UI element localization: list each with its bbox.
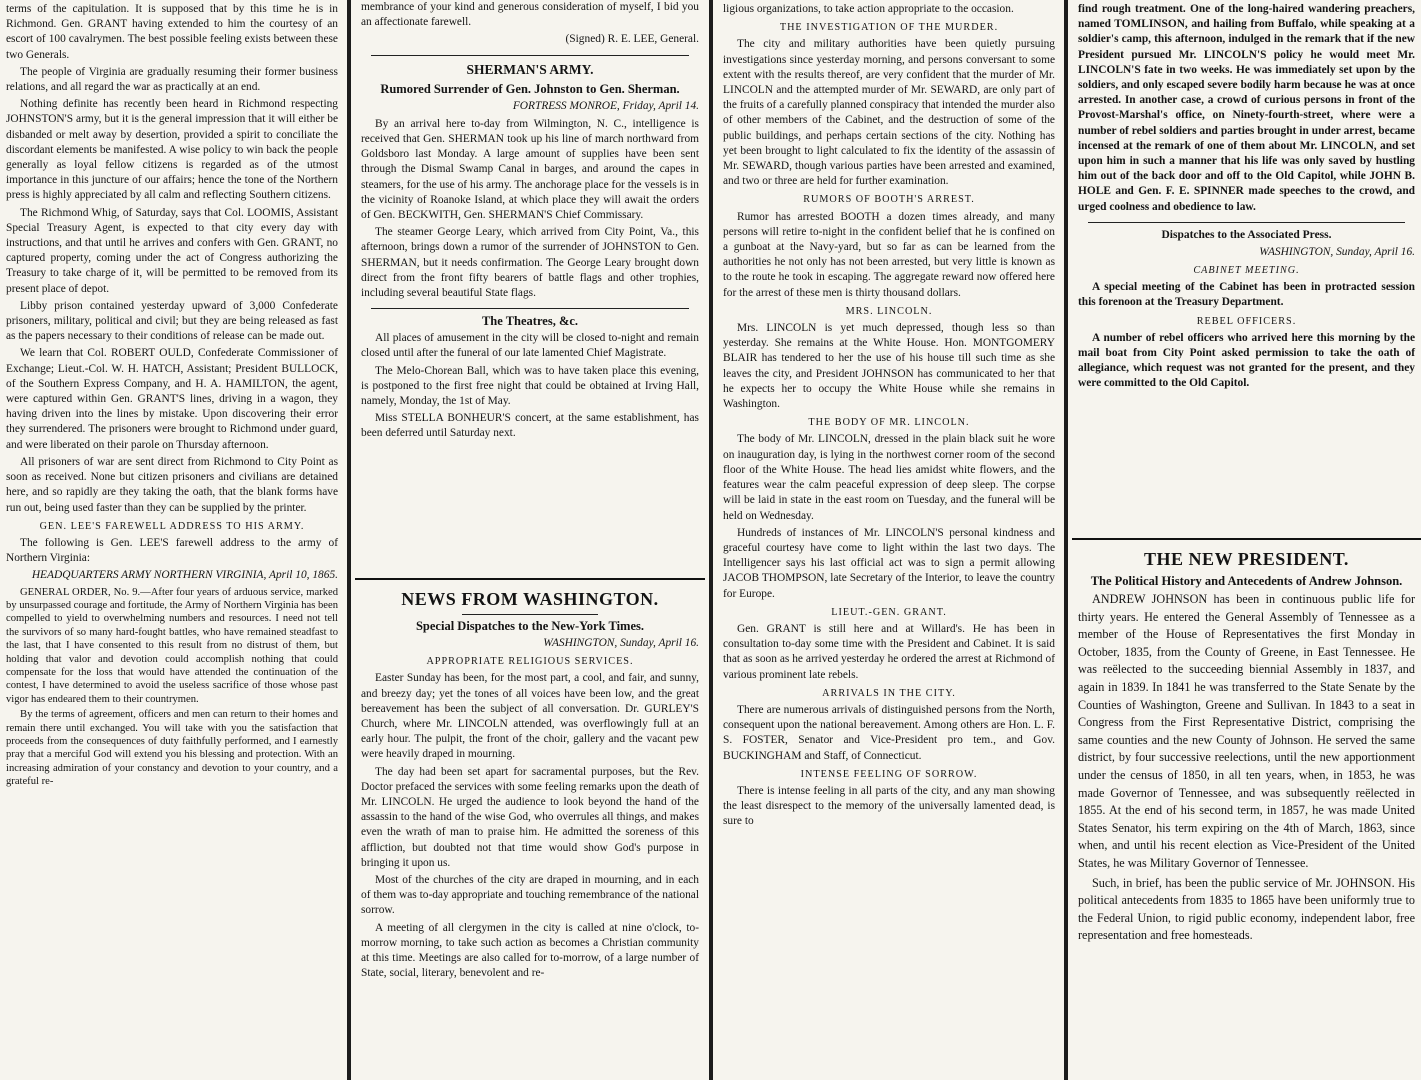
divider bbox=[371, 55, 689, 56]
col1-paragraph: We learn that Col. ROBERT OULD, Confederate Commissioner of Exchange; Lieut.-Col. W. H. HATCH, Assistant; President BULLOCK, of the Southern Express Company, and H. A. HAMILTON, the agent, were captured within Gen. GRANT'S lines, driving in a wagon, they having driven into the lines by mistake. Upon discovering their error they surrendered. The prisoners were brought to Richmond under guard, and were liberated on their parole on Thursday afternoon. bbox=[6, 347, 338, 451]
col3-paragraph: ligious organizations, to take action appropriate to the occasion. bbox=[723, 3, 1014, 15]
new-president-subtitle: The Political History and Antecedents of Andrew Johnson. bbox=[1090, 574, 1403, 588]
theatres-paragraph: The Melo-Chorean Ball, which was to have taken place this evening, is postponed to the first free night that could be obtained at Irving Hall, namely, Monday, the 1st of May. bbox=[361, 364, 699, 408]
divider bbox=[462, 614, 597, 615]
column-rule bbox=[1064, 0, 1068, 1080]
sherman-army-subtitle: Rumored Surrender of Gen. Johnston to Gen. Sherman. bbox=[380, 81, 680, 96]
new-president-section bbox=[1072, 538, 1421, 1080]
col4-paragraph: A number of rebel officers who arrived here this morning by the mail boat from City Point asked permission to take the oath of allegiance, which request was not granted for the present, and they were committed to the Old Capitol. bbox=[1078, 331, 1415, 390]
news-washington-title: NEWS FROM WASHINGTON. bbox=[401, 589, 659, 609]
col4-paragraph: Such, in brief, has been the public service of Mr. JOHNSON. His political antecedents from 1835 to 1865 have been uniformly true to the Federal Union, to rigid public economy, independent labor, free representation and free homesteads. bbox=[1078, 875, 1415, 943]
news-washington-dateline: WASHINGTON, Sunday, April 16. bbox=[543, 637, 699, 649]
theatres-title: The Theatres, &c. bbox=[481, 314, 579, 329]
col3-paragraph: Hundreds of instances of Mr. LINCOLN'S personal kindness and graceful courtesy have come to light within the last two days. The Intelligencer says his last official act was to sign a permit allowing JACOB THOMPSON, late Secretary of the Interior, to leave the country for Europe. bbox=[723, 526, 1055, 600]
divider bbox=[1088, 222, 1405, 223]
col3-paragraph: Mrs. LINCOLN is yet much depressed, though less so than yesterday. She remains at the White House. Hon. MONTGOMERY BLAIR has tendered to her the use of his house till such time as she leaves the city, and President JOHNSON has communicated to her that he expects her to occupy the White House while she remains in Washington. bbox=[723, 322, 1055, 411]
column-4 bbox=[1072, 0, 1421, 1080]
col3-paragraph: There are numerous arrivals of distinguished persons from the North, consequent upon the national bereavement. Among others are Hon. L. F. S. FOSTER, Senator and Vice-President pro tem., and Gov. BUCKINGHAM and Staff, of Connecticut. bbox=[723, 703, 1055, 762]
col1-paragraph: Nothing definite has recently been heard in Richmond respecting JOHNSTON'S army, but it is the general impression that it will either be disbanded or melt away by desertion, provided a spirit to conciliate the discordant elements be manifested. A wise policy to win back the people generally as loyal fellow citizens is regarded as of the utmost importance in this juncture of our affairs; hence the tone of the Northern press is highly appreciated by all calm and reflecting Southern citizens. bbox=[6, 98, 338, 202]
news-from-washington-section bbox=[355, 578, 705, 1080]
religious-services-heading: APPROPRIATE RELIGIOUS SERVICES. bbox=[426, 656, 634, 668]
news-paragraph: Easter Sunday has been, for the most part, a cool, and fair, and sunny, and breezy day; yet the tones of all voices have been low, and the great bereavement has been the subject of all conversation. Dr. GURLEY'S Church, where Mr. LINCOLN attended, was overflowingly full at an early hour. The pulpit, the front of the choir, gallery and the vacant pew were heavily draped in mourning. bbox=[361, 672, 699, 761]
col2-top-section bbox=[355, 0, 705, 578]
sherman-paragraph: The steamer George Leary, which arrived from City Point, Va., this afternoon, brings down a rumor of the surrender of JOHNSTON to Gen. SHERMAN, but it needs confirmation. The George Leary brought down direct from the front fifty bearers of battle flags and other trophies, including several beautiful State flags. bbox=[361, 226, 699, 300]
col3-paragraph: Rumor has arrested BOOTH a dozen times already, and many persons will retire to-night in the confident belief that he is confined on a gunboat at the Navy-yard, but so far as can be learned from the authorities he not only has not been arrested, but very little is known as to the route he took in escaping. The aggregate reward now offered here for the arrest of these men is thirty thousand dollars. bbox=[723, 210, 1055, 299]
booth-arrest-heading: RUMORS OF BOOTH'S ARREST. bbox=[803, 194, 975, 206]
sherman-dateline: FORTRESS MONROE, Friday, April 14. bbox=[512, 99, 699, 112]
cabinet-meeting-heading: CABINET MEETING. bbox=[1193, 265, 1300, 277]
column-3 bbox=[717, 0, 1061, 1080]
column-rule bbox=[347, 0, 351, 1080]
col1-paragraph: All prisoners of war are sent direct from Richmond to City Point as soon as received. None but citizen prisoners and civilians are detained here, and so rapidly are they taking the oath, that the blank forms have run out, being used faster than they can be supplied by the printer. bbox=[6, 455, 338, 514]
divider bbox=[371, 308, 689, 309]
lee-address-heading: GEN. LEE'S FAREWELL ADDRESS TO HIS ARMY. bbox=[39, 520, 305, 532]
col3-paragraph: There is intense feeling in all parts of the city, and any man showing the least disrespect to the memory of the universally lamented dead, is sure to bbox=[723, 784, 1055, 828]
news-paragraph: A meeting of all clergymen in the city is called at nine o'clock, to-morrow morning, to take such action as becomes a Christian community at this time. Meetings are also called for to-morrow, of a large number of State, social, literary, benevolent and re- bbox=[361, 921, 699, 980]
col4-paragraph: find rough treatment. One of the long-haired wandering preachers, named TOMLINSON, and hailing from Buffalo, while speaking at a soldier's camp, this afternoon, indulged in the remark that if the new President pursued Mr. LINCOLN'S policy he would meet Mr. LINCOLN'S fate in two weeks. He was immediately set upon by the soldiers, and only escaped severe bodily harm because he was at once arrested. In another case, a crowd of curious persons in front of the Provost-Marshal's office, on Ninety-fourth-street, where were a number of rebel soldiers and parties brought in under arrest, became incensed at the remark of one of them about Mr. LINCOLN, and set upon him in such a manner that his life was only saved by hustling him out of the back door and off to the Old Capitol, while JOHN B. HOLE and Gen. F. E. SPINNER made speeches to the crowd, and urged coolness and obedience to law. bbox=[1078, 3, 1415, 213]
associated-press-title: Dispatches to the Associated Press. bbox=[1161, 228, 1332, 241]
col4-paragraph: A special meeting of the Cabinet has been in protracted session this forenoon at the Treasury Department. bbox=[1078, 281, 1415, 309]
column-rule bbox=[709, 0, 713, 1080]
news-washington-subtitle: Special Dispatches to the New-York Times. bbox=[415, 619, 644, 633]
col4-top-section bbox=[1072, 0, 1421, 538]
news-paragraph: Most of the churches of the city are draped in mourning, and in each of them was to-day appropriate and touching remembrance of the national sorrow. bbox=[361, 874, 699, 917]
lee-general-order: GENERAL ORDER, No. 9.—After four years of arduous service, marked by unsurpassed courage and fortitude, the Army of Northern Virginia has been compelled to yield to overwhelming numbers and resources. I need not tell the survivors of so many hard-fought battles, who have remained steadfast to the last, that I have consented to this result from no distrust of them, but holding that valor and devotion could accomplish nothing that could compensate for the loss that would have attended the continuation of the contest, I have determined to avoid the useless sacrifice of those whose past vigor has endeared them to their countrymen. bbox=[6, 586, 339, 705]
sherman-paragraph: By an arrival here to-day from Wilmington, N. C., intelligence is received that Gen. SHERMAN took up his line of march northward from Goldsboro last Monday. A large amount of supplies have been sent through the Dismal Swamp Canal in barges, and around the capes in steamers, for the use of his army. The anchorage place for the vessels is in the vicinity of Roanoke Island, at which place they will await the orders of Gen. BECKWITH, Gen. SHERMAN'S Chief Commissary. bbox=[361, 117, 699, 222]
rebel-officers-heading: REBEL OFFICERS. bbox=[1196, 315, 1297, 327]
mrs-lincoln-heading: MRS. LINCOLN. bbox=[845, 305, 933, 317]
theatres-paragraph: All places of amusement in the city will be closed to-night and remain closed until after the funeral of our late lamented Chief Magistrate. bbox=[361, 332, 699, 360]
arrivals-heading: ARRIVALS IN THE CITY. bbox=[822, 687, 956, 699]
lee-general-order-cont: By the terms of agreement, officers and men can return to their homes and remain there until exchanged. You will take with you the satisfaction that proceeds from the consequences of duty faithfully performed, and I earnestly pray that a merciful God will extend you his blessing and protection. With an increasing admiration of your constancy and devotion to your country, and a grateful re- bbox=[6, 709, 338, 788]
lee-address-end: membrance of your kind and generous consideration of myself, I bid you an affectionate farewell. bbox=[361, 1, 699, 29]
body-of-lincoln-heading: THE BODY OF MR. LINCOLN. bbox=[808, 417, 970, 429]
lee-signature: (Signed) R. E. LEE, General. bbox=[565, 33, 699, 46]
lee-headquarters-line: HEADQUARTERS ARMY NORTHERN VIRGINIA, April 10, 1865. bbox=[31, 569, 338, 582]
col4-paragraph: ANDREW JOHNSON has been in continuous public life for thirty years. He entered the General Assembly of Tennessee as a member of the House of Representatives the first Monday in October, 1835, from the County of Greene, in East Tennessee. He was reëlected to the succeeding biennial Assembly in 1837, and again in 1839. In 1841 he was transferred to the State Senate by the Counties of Washington, Greene and Sullivan. In 1843 to a seat in Congress from the First Representative District, comprising the same counties and the new County of Johnson. He served the same district, by four successive reelections, until the new apportionment under the census of 1850, in all ten years, when, in 1853, he was made Governor of Tennessee, and was subsequently reëlected in 1855. At the end of his second term, in 1857, he was made United States Senator, his term expiring on the 4th of March, 1863, since when, and until his recent election as Vice-President of the United States, he was Military Governor of Tennessee. bbox=[1078, 592, 1415, 870]
associated-press-dateline: WASHINGTON, Sunday, April 16. bbox=[1259, 245, 1415, 258]
col3-paragraph: Gen. GRANT is still here and at Willard's. He has been in consultation to-day some time with the President and Cabinet. It is said that as soon as he arrived yesterday he ordered the arrest at Richmond of various prominent late rebels. bbox=[723, 622, 1055, 681]
sorrow-heading: INTENSE FEELING OF SORROW. bbox=[800, 768, 978, 780]
col1-paragraph: The people of Virginia are gradually resuming their former business relations, and all regard the war as practically at an end. bbox=[6, 65, 338, 94]
lee-address-intro: The following is Gen. LEE'S farewell address to the army of Northern Virginia: bbox=[6, 536, 338, 565]
col1-paragraph: terms of the capitulation. It is supposed that by this time he is in Richmond. Gen. GRANT having extended to him the courtesy of an escort of 100 cavalrymen. The best possible feeling exists between these two Generals. bbox=[6, 3, 338, 61]
new-president-title: THE NEW PRESIDENT. bbox=[1144, 549, 1349, 569]
news-paragraph: The day had been set apart for sacramental purposes, but the Rev. Doctor prefaced the services with some feeling remarks upon the death of Mr. LINCOLN. He urged the audience to look beyond the hand of the assassin to the hand of the wise God, who overrules all things, and makes even the wrath of man to praise him. He admitted the soreness of this affliction, but doubted not that time would show God's purpose in bringing it upon us. bbox=[361, 765, 699, 869]
grant-heading: LIEUT.-GEN. GRANT. bbox=[831, 606, 947, 618]
investigation-heading: THE INVESTIGATION OF THE MURDER. bbox=[779, 22, 999, 34]
col3-paragraph: The city and military authorities have been quietly pursuing investigations since yesterday morning, and persons conversant to some extent with the results thereof, are very confident that the murder of Mr. LINCOLN and the attempted murder of Mr. SEWARD, are only part of the fruits of a carefully planned conspiracy that intended the murder also of other members of the Cabinet, and the destruction of some of the public buildings, and perhaps certain sections of the city. Nothing has yet been brought to light calculated to fix the identity of the assassin of Mr. SEWARD, though various parties have been arrested and examined, and two or three are held for further examination. bbox=[723, 38, 1055, 188]
sherman-army-title: SHERMAN'S ARMY. bbox=[466, 61, 594, 77]
col1-paragraph: Libby prison contained yesterday upward of 3,000 Confederate prisoners, military, political and civil; but they are being released as fast as the papers necessary to their conditions of release can be made out. bbox=[6, 299, 338, 343]
col3-paragraph: The body of Mr. LINCOLN, dressed in the plain black suit he wore on inauguration day, is lying in the northwest corner room of the second floor of the White House. The head lies amidst white flowers, and the features wear the calm peaceful expression of deep sleep. The corpse will be laid in state in the east room on Tuesday, and the funeral will be held on Wednesday. bbox=[723, 433, 1055, 522]
theatres-paragraph: Miss STELLA BONHEUR'S concert, at the same establishment, has been deferred until Saturday next. bbox=[361, 412, 699, 440]
column-1 bbox=[0, 0, 344, 1080]
col1-paragraph: The Richmond Whig, of Saturday, says that Col. LOOMIS, Assistant Special Treasury Agent, is expected to that city every day with instructions, and that until he arrives and confers with Gen. GRANT, no captured property, coming under the act of Congress authorizing the Treasury to take charge of it, will be permitted to be removed from its present place of depot. bbox=[6, 206, 338, 295]
column-2 bbox=[355, 0, 705, 1080]
